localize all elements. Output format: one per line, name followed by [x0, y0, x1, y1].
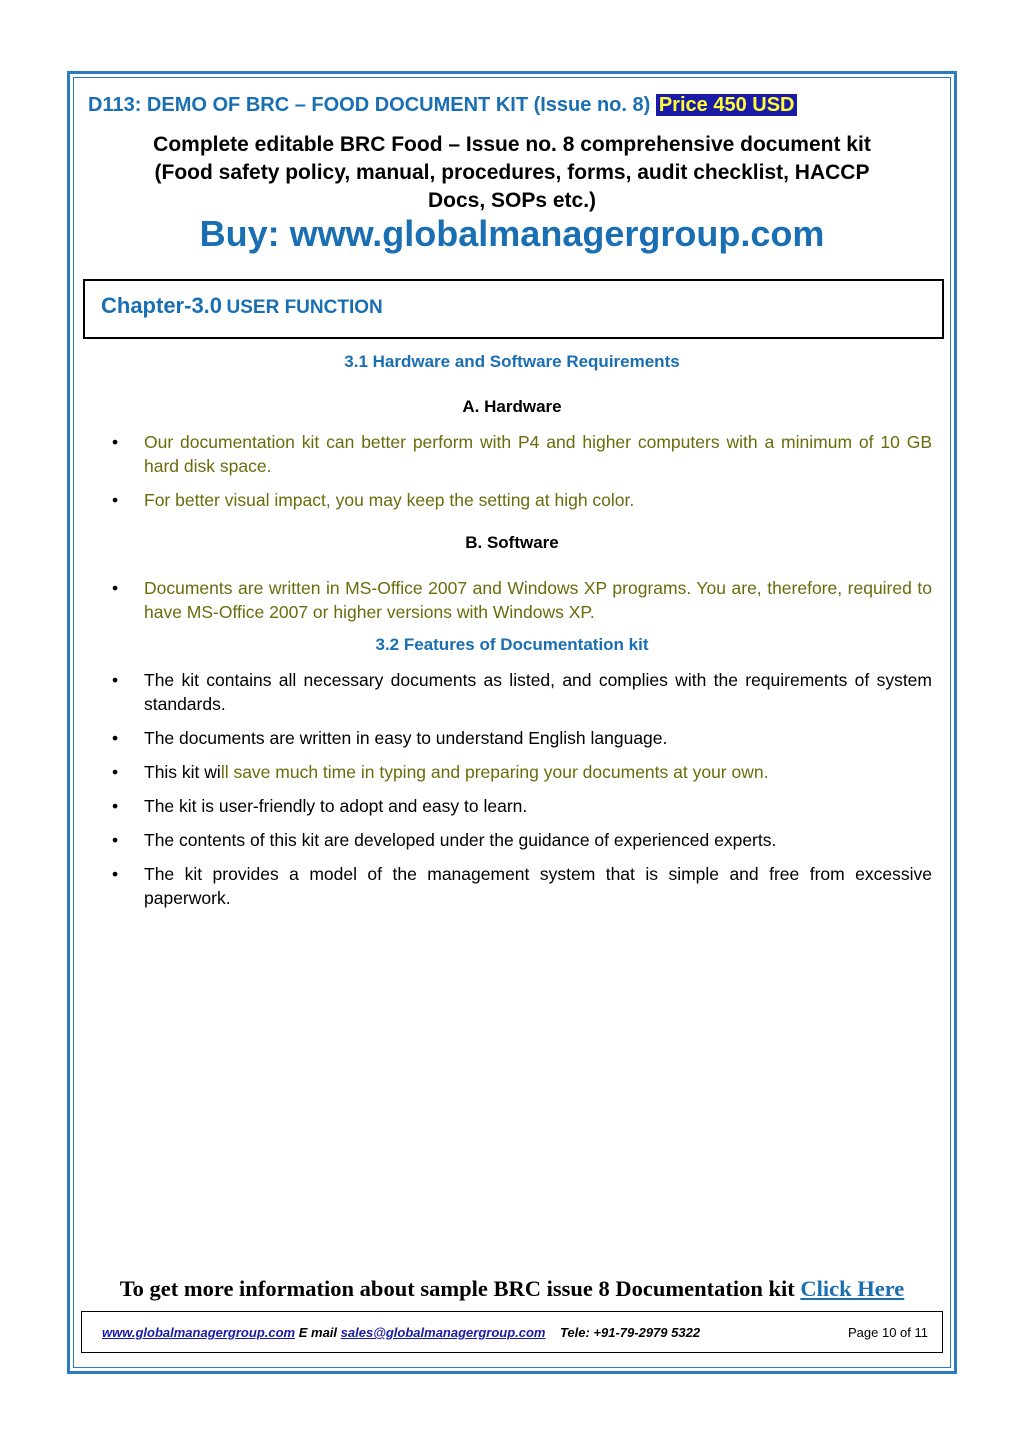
footer-email-label: E mail: [298, 1325, 338, 1340]
list-item: • For better visual impact, you may keep the setting at high color.: [112, 488, 932, 512]
list-item: • The kit contains all necessary documents as listed, and complies with the requirements of system standards.: [112, 668, 932, 716]
click-here-link[interactable]: Click Here: [800, 1276, 905, 1301]
list-item-part: ll save much time in typing and preparing your documents at your own.: [220, 762, 769, 782]
header-desc-line-2: (Food safety policy, manual, procedures, forms, audit checklist, HACCP: [154, 161, 870, 184]
software-title: B. Software: [465, 533, 559, 552]
list-item: • Our documentation kit can better perform with P4 and higher computers with a minimum of 10 GB hard disk space.: [112, 430, 932, 478]
hardware-title: A. Hardware: [462, 397, 562, 416]
page-number: Page 10 of 11: [848, 1325, 928, 1340]
list-item: • Documents are written in MS-Office 2007 and Windows XP programs. You are, therefore, required to have MS-Office 2007 or higher versions with Windows XP.: [112, 576, 932, 624]
document-code-title: D113: DEMO OF BRC – FOOD DOCUMENT KIT (Issue no. 8): [88, 94, 651, 116]
section-title-3-2: 3.2 Features of Documentation kit: [375, 635, 649, 654]
list-item: • The contents of this kit are developed under the guidance of experienced experts.: [112, 828, 932, 852]
header-title: [88, 94, 938, 117]
list-item: • The kit is user-friendly to adopt and easy to learn.: [112, 794, 932, 818]
footer-tele: Tele: +91-79-2979 5322: [559, 1325, 701, 1340]
list-item: • The documents are written in easy to understand English language.: [112, 726, 932, 750]
features-list: [112, 668, 932, 920]
footer-bar: [81, 1311, 943, 1353]
footer-contact: [102, 1325, 700, 1340]
chapter-name: USER FUNCTION: [226, 297, 383, 318]
footer-website-link[interactable]: www.globalmanagergroup.com: [102, 1325, 296, 1340]
price-badge: Price 450 USD: [656, 94, 798, 116]
list-item-part: This kit wi: [144, 762, 221, 782]
header-description: [88, 131, 936, 215]
hardware-list: [112, 430, 932, 522]
chapter-title: [101, 293, 383, 319]
list-item: • The kit provides a model of the management system that is simple and free from excessive paperwork.: [112, 862, 932, 910]
chapter-number: Chapter-3.0: [101, 293, 223, 318]
list-item: [112, 760, 932, 784]
header-desc-line-1: Complete editable BRC Food – Issue no. 8 comprehensive document kit: [153, 133, 871, 156]
footer-email-link[interactable]: sales@globalmanagergroup.com: [340, 1325, 546, 1340]
footer-info-line: [88, 1276, 936, 1302]
buy-link[interactable]: Buy: www.globalmanagergroup.com: [199, 213, 825, 254]
footer-info-text: To get more information about sample BRC issue 8 Documentation kit: [119, 1276, 795, 1301]
software-list: [112, 576, 932, 634]
section-title-3-1: 3.1 Hardware and Software Requirements: [344, 352, 680, 371]
header-desc-line-3: Docs, SOPs etc.): [427, 189, 597, 212]
chapter-heading-box: [83, 279, 944, 339]
